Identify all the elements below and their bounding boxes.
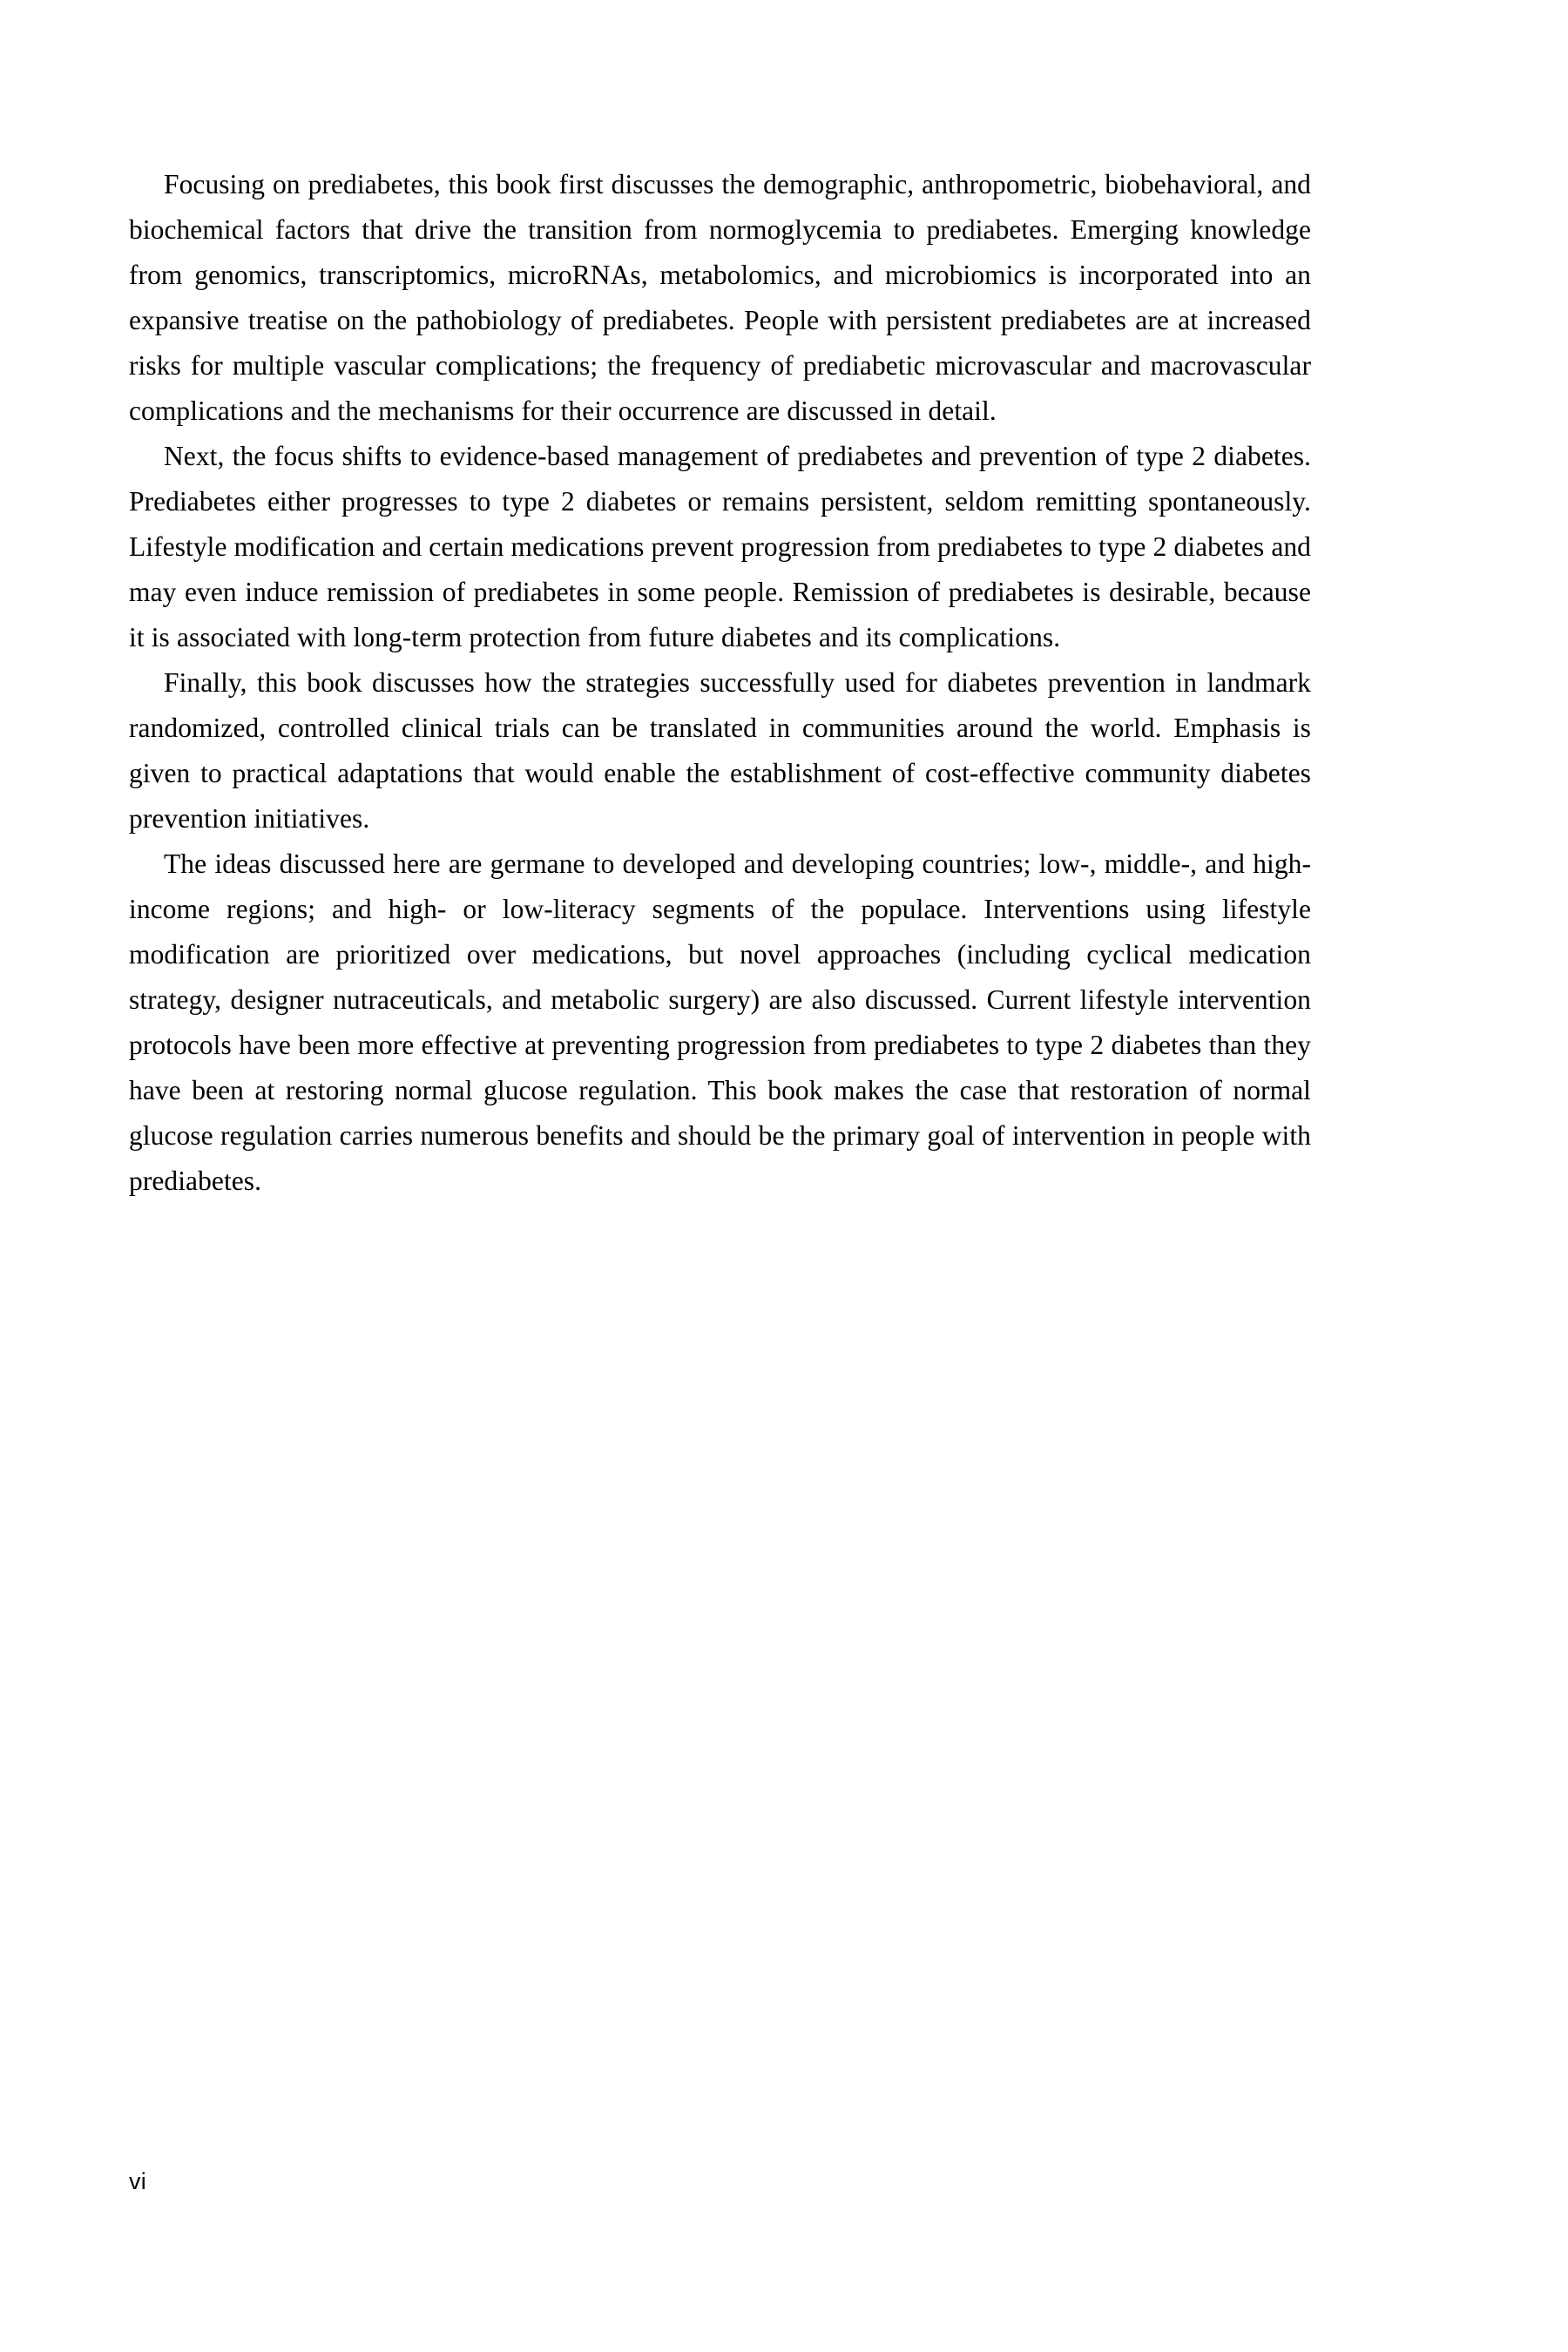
paragraph: The ideas discussed here are germane to developed and developing countries; low-, middle-, and high-income regions; and high- or low-literacy segments of the populace. Interventions using lifestyle modification are prioritized over medications, but novel approaches (including cyclical medication strategy, designer nutraceuticals, and metabolic surgery) are also discussed. Current lifestyle intervention protocols have been more effective at preventing progression from prediabetes to type 2 diabetes than they have been at restoring normal glucose regulation. This book makes the case that restoration of normal glucose regulation carries numerous benefits and should be the primary goal of intervention in people with prediabetes.	[129, 848, 1311, 1196]
paragraph: Next, the focus shifts to evidence-based management of prediabetes and prevention of type 2 diabetes. Prediabetes either progresses to type 2 diabetes or remains persistent, seldom remitting spontaneously. Lifestyle modification and certain medications prevent progression from prediabetes to type 2 diabetes and may even induce remission of prediabetes in some people. Remission of prediabetes is desirable, because it is associated with long-term protection from future diabetes and its complications.	[129, 441, 1311, 652]
paragraph: Focusing on prediabetes, this book first discusses the demographic, anthropometric, biobehavioral, and biochemical factors that drive the transition from normoglycemia to prediabetes. Emerging knowledge from genomics, transcriptomics, microRNAs, metabolomics, and microbiomics is incorporated into an expansive treatise on the pathobiology of prediabetes. People with persistent prediabetes are at increased risks for multiple vascular complications; the frequency of prediabetic microvascular and macrovascular complications and the mechanisms for their occurrence are discussed in detail.	[129, 169, 1311, 426]
page-number: vi	[129, 2168, 147, 2194]
body-text-column	[129, 162, 1311, 1204]
paragraph: Finally, this book discusses how the strategies successfully used for diabetes prevention in landmark randomized, controlled clinical trials can be translated in communities around the world. Emphasis is given to practical adaptations that would enable the establishment of cost-effective community diabetes prevention initiatives.	[129, 667, 1311, 834]
